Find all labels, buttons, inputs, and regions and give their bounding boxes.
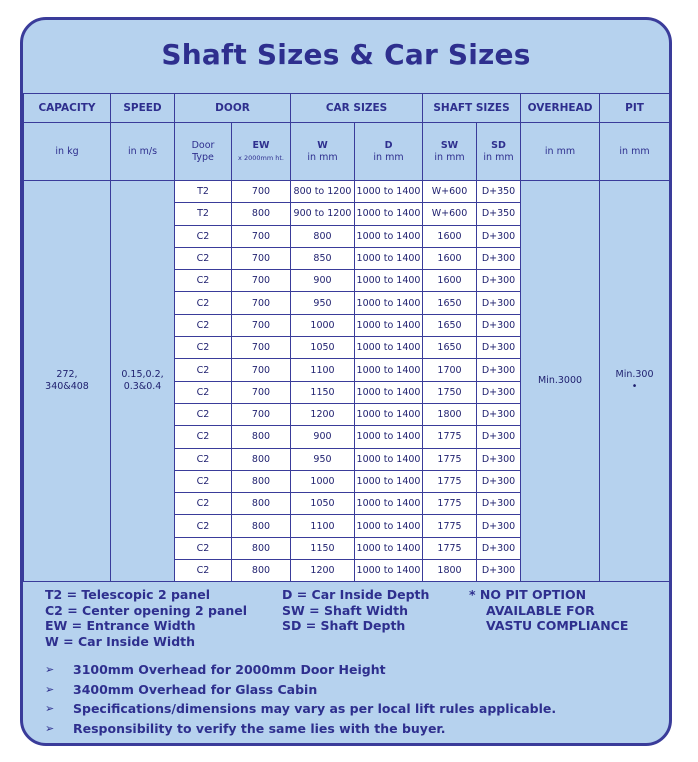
w-cell: 1100 bbox=[291, 359, 355, 381]
d-cell: 1000 to 1400 bbox=[355, 270, 423, 292]
capacity-cell bbox=[24, 181, 111, 582]
ew-cell: 700 bbox=[232, 181, 291, 203]
sw-cell: 1750 bbox=[423, 381, 477, 403]
sd-header bbox=[477, 123, 521, 181]
door-type-cell: C2 bbox=[175, 448, 232, 470]
speed-line1: 0.15,0.2, bbox=[121, 369, 164, 381]
legend-item: SD = Shaft Depth bbox=[282, 618, 406, 633]
ew-cell: 700 bbox=[232, 403, 291, 425]
legend-col-1 bbox=[45, 587, 247, 649]
w-cell: 900 bbox=[291, 270, 355, 292]
sw-cell: 1775 bbox=[423, 426, 477, 448]
sd-cell: D+300 bbox=[477, 359, 521, 381]
d-cell: 1000 to 1400 bbox=[355, 225, 423, 247]
table-body bbox=[24, 181, 670, 582]
sw-cell: W+600 bbox=[423, 181, 477, 203]
w-cell: 1100 bbox=[291, 515, 355, 537]
header-row bbox=[24, 94, 670, 123]
w-cell: 1050 bbox=[291, 337, 355, 359]
d-cell: 1000 to 1400 bbox=[355, 203, 423, 225]
d-cell: 1000 to 1400 bbox=[355, 314, 423, 336]
legend-col-3 bbox=[469, 587, 628, 634]
notes-list bbox=[45, 660, 556, 738]
d-header bbox=[355, 123, 423, 181]
col-speed: SPEED bbox=[111, 94, 175, 123]
pit-unit: in mm bbox=[600, 123, 670, 181]
arrow-bullet-icon: ➢ bbox=[45, 702, 55, 716]
sw-cell: 1775 bbox=[423, 515, 477, 537]
note-item bbox=[45, 719, 556, 739]
door-type-cell: C2 bbox=[175, 493, 232, 515]
w-cell: 900 to 1200 bbox=[291, 203, 355, 225]
w-cell: 1200 bbox=[291, 403, 355, 425]
sw-cell: 1650 bbox=[423, 337, 477, 359]
legend-item: D = Car Inside Depth bbox=[282, 587, 430, 602]
sw-unit: in mm bbox=[434, 151, 465, 163]
door-type-cell: C2 bbox=[175, 247, 232, 269]
sw-header bbox=[423, 123, 477, 181]
ew-cell: 800 bbox=[232, 426, 291, 448]
sd-cell: D+300 bbox=[477, 403, 521, 425]
d-cell: 1000 to 1400 bbox=[355, 515, 423, 537]
ew-cell: 700 bbox=[232, 337, 291, 359]
ew-cell: 800 bbox=[232, 448, 291, 470]
ew-cell: 700 bbox=[232, 225, 291, 247]
d-cell: 1000 to 1400 bbox=[355, 426, 423, 448]
sd-cell: D+350 bbox=[477, 181, 521, 203]
capacity-unit: in kg bbox=[24, 123, 111, 181]
page-title: Shaft Sizes & Car Sizes bbox=[161, 38, 531, 71]
d-cell: 1000 to 1400 bbox=[355, 470, 423, 492]
d-cell: 1000 to 1400 bbox=[355, 181, 423, 203]
overhead-unit: in mm bbox=[521, 123, 600, 181]
door-type-cell: C2 bbox=[175, 470, 232, 492]
w-cell: 800 to 1200 bbox=[291, 181, 355, 203]
ew-cell: 700 bbox=[232, 270, 291, 292]
w-cell: 900 bbox=[291, 426, 355, 448]
door-type-cell: C2 bbox=[175, 537, 232, 559]
d-unit: in mm bbox=[373, 151, 404, 163]
sw-cell: 1800 bbox=[423, 560, 477, 582]
note-text: 3400mm Overhead for Glass Cabin bbox=[73, 681, 318, 697]
ew-cell: 800 bbox=[232, 560, 291, 582]
sd-cell: D+300 bbox=[477, 225, 521, 247]
arrow-bullet-icon: ➢ bbox=[45, 721, 55, 735]
sd-cell: D+300 bbox=[477, 560, 521, 582]
ew-cell: 700 bbox=[232, 247, 291, 269]
door-type-cell: C2 bbox=[175, 314, 232, 336]
d-cell: 1000 to 1400 bbox=[355, 381, 423, 403]
d-cell: 1000 to 1400 bbox=[355, 537, 423, 559]
arrow-bullet-icon: ➢ bbox=[45, 682, 55, 696]
d-cell: 1000 to 1400 bbox=[355, 247, 423, 269]
sd-cell: D+300 bbox=[477, 537, 521, 559]
d-cell: 1000 to 1400 bbox=[355, 448, 423, 470]
door-type-cell: C2 bbox=[175, 270, 232, 292]
ew-cell: 700 bbox=[232, 292, 291, 314]
sd-cell: D+300 bbox=[477, 247, 521, 269]
door-type-cell: C2 bbox=[175, 515, 232, 537]
w-cell: 1000 bbox=[291, 470, 355, 492]
door-type-cell: C2 bbox=[175, 292, 232, 314]
sw-cell: 1775 bbox=[423, 470, 477, 492]
legend-item: T2 = Telescopic 2 panel bbox=[45, 587, 211, 602]
col-door: DOOR bbox=[175, 94, 291, 123]
sw-cell: 1600 bbox=[423, 225, 477, 247]
sw-cell: 1700 bbox=[423, 359, 477, 381]
ew-cell: 800 bbox=[232, 493, 291, 515]
w-cell: 850 bbox=[291, 247, 355, 269]
note-item bbox=[45, 680, 556, 700]
w-cell: 1050 bbox=[291, 493, 355, 515]
legend-item: * NO PIT OPTION bbox=[469, 587, 587, 602]
sd-cell: D+300 bbox=[477, 470, 521, 492]
capacity-line2: 340&408 bbox=[45, 381, 89, 393]
sd-cell: D+350 bbox=[477, 203, 521, 225]
door-type-cell: C2 bbox=[175, 560, 232, 582]
note-text: Specifications/dimensions may vary as per local lift rules applicable. bbox=[73, 701, 557, 717]
ew-cell: 700 bbox=[232, 314, 291, 336]
sw-cell: 1600 bbox=[423, 270, 477, 292]
overhead-cell: Min.3000 bbox=[521, 181, 600, 582]
sd-cell: D+300 bbox=[477, 292, 521, 314]
d-cell: 1000 to 1400 bbox=[355, 359, 423, 381]
sw-cell: 1650 bbox=[423, 314, 477, 336]
legend-item: EW = Entrance Width bbox=[45, 618, 196, 633]
ew-cell: 700 bbox=[232, 381, 291, 403]
door-type-cell: C2 bbox=[175, 381, 232, 403]
door-type-cell: C2 bbox=[175, 426, 232, 448]
col-car-sizes: CAR SIZES bbox=[291, 94, 423, 123]
door-type-cell: C2 bbox=[175, 225, 232, 247]
w-cell: 1150 bbox=[291, 537, 355, 559]
legend-item: VASTU COMPLIANCE bbox=[486, 618, 629, 633]
ew-cell: 800 bbox=[232, 470, 291, 492]
ew-cell: 800 bbox=[232, 515, 291, 537]
door-type-cell: T2 bbox=[175, 181, 232, 203]
note-item bbox=[45, 660, 556, 680]
sw-cell: 1600 bbox=[423, 247, 477, 269]
pit-cell bbox=[600, 181, 670, 582]
ew-cell: 800 bbox=[232, 203, 291, 225]
door-type-cell: C2 bbox=[175, 403, 232, 425]
sw-cell: W+600 bbox=[423, 203, 477, 225]
speed-line2: 0.3&0.4 bbox=[123, 381, 162, 393]
sd-cell: D+300 bbox=[477, 426, 521, 448]
speed-unit: in m/s bbox=[111, 123, 175, 181]
sd-cell: D+300 bbox=[477, 381, 521, 403]
spec-card bbox=[20, 17, 672, 746]
legend-col-2 bbox=[282, 587, 429, 634]
sw-cell: 1775 bbox=[423, 448, 477, 470]
sw-cell: 1775 bbox=[423, 493, 477, 515]
door-type-line1: Door bbox=[191, 139, 215, 151]
door-type-line2: Type bbox=[192, 151, 214, 163]
subheader-row bbox=[24, 123, 670, 181]
sw-label: SW bbox=[440, 139, 459, 151]
table-row bbox=[24, 181, 670, 203]
pit-value: Min.300 bbox=[615, 369, 654, 381]
w-header bbox=[291, 123, 355, 181]
col-capacity: CAPACITY bbox=[24, 94, 111, 123]
sd-cell: D+300 bbox=[477, 493, 521, 515]
d-cell: 1000 to 1400 bbox=[355, 560, 423, 582]
sd-cell: D+300 bbox=[477, 515, 521, 537]
door-type-header bbox=[175, 123, 232, 181]
w-unit: in mm bbox=[307, 151, 338, 163]
legend-item: W = Car Inside Width bbox=[45, 633, 196, 649]
note-text: Responsibility to verify the same lies with the buyer. bbox=[73, 720, 446, 736]
d-cell: 1000 to 1400 bbox=[355, 493, 423, 515]
w-label: W bbox=[317, 139, 328, 151]
door-type-cell: C2 bbox=[175, 359, 232, 381]
spec-table bbox=[23, 93, 670, 582]
legend-item: AVAILABLE FOR bbox=[486, 602, 595, 618]
sd-cell: D+300 bbox=[477, 448, 521, 470]
sd-cell: D+300 bbox=[477, 270, 521, 292]
sw-cell: 1800 bbox=[423, 403, 477, 425]
note-item bbox=[45, 699, 556, 719]
sw-cell: 1775 bbox=[423, 537, 477, 559]
door-type-cell: C2 bbox=[175, 337, 232, 359]
w-cell: 1200 bbox=[291, 560, 355, 582]
w-cell: 950 bbox=[291, 292, 355, 314]
pit-mark: • bbox=[631, 381, 638, 393]
d-cell: 1000 to 1400 bbox=[355, 337, 423, 359]
ew-header bbox=[232, 123, 291, 181]
d-cell: 1000 to 1400 bbox=[355, 292, 423, 314]
d-cell: 1000 to 1400 bbox=[355, 403, 423, 425]
w-cell: 1150 bbox=[291, 381, 355, 403]
ew-label: EW bbox=[252, 139, 270, 151]
legend-item: SW = Shaft Width bbox=[282, 602, 408, 618]
door-type-cell: T2 bbox=[175, 203, 232, 225]
sw-cell: 1650 bbox=[423, 292, 477, 314]
sd-unit: in mm bbox=[483, 151, 514, 163]
sd-cell: D+300 bbox=[477, 314, 521, 336]
sd-label: SD bbox=[491, 139, 506, 151]
ew-note: x 2000mm ht. bbox=[238, 153, 284, 162]
note-text: 3100mm Overhead for 2000mm Door Height bbox=[73, 662, 386, 677]
w-cell: 950 bbox=[291, 448, 355, 470]
col-shaft-sizes: SHAFT SIZES bbox=[423, 94, 521, 123]
col-overhead: OVERHEAD bbox=[521, 94, 600, 123]
w-cell: 1000 bbox=[291, 314, 355, 336]
legend-item: C2 = Center opening 2 panel bbox=[45, 602, 248, 618]
speed-cell bbox=[111, 181, 175, 582]
capacity-line1: 272, bbox=[56, 369, 78, 381]
w-cell: 800 bbox=[291, 225, 355, 247]
ew-cell: 700 bbox=[232, 359, 291, 381]
arrow-bullet-icon: ➢ bbox=[45, 663, 55, 676]
col-pit: PIT bbox=[600, 94, 670, 123]
d-label: D bbox=[384, 139, 393, 151]
ew-cell: 800 bbox=[232, 537, 291, 559]
sd-cell: D+300 bbox=[477, 337, 521, 359]
